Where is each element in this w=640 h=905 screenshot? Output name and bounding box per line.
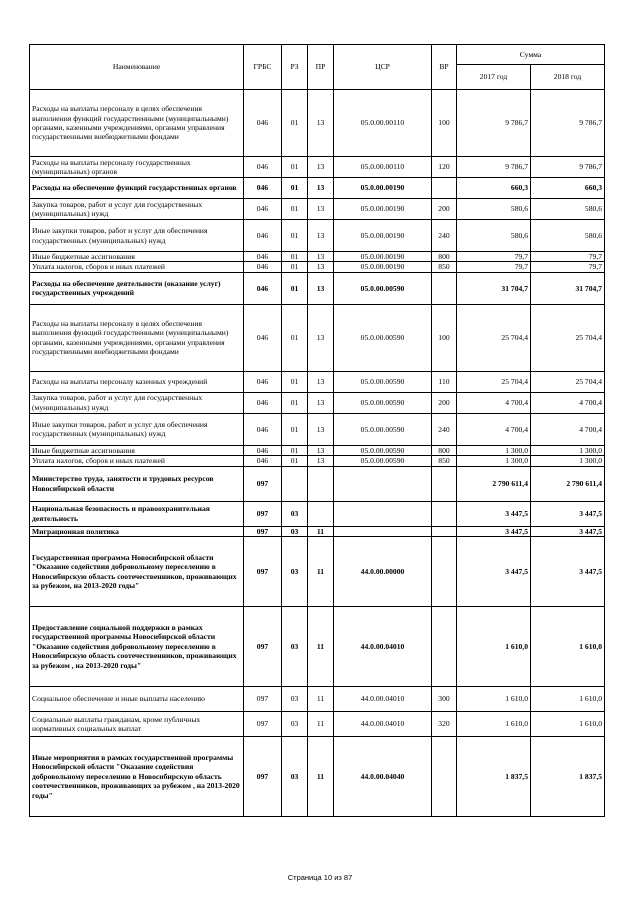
- table-row: [30, 466, 605, 501]
- header-csr: ЦСР: [334, 45, 432, 90]
- cell-2018: 79,7: [531, 252, 605, 262]
- cell-rz: 03: [282, 537, 308, 607]
- cell-grbs: 046: [244, 392, 282, 413]
- cell-pr: [308, 501, 334, 526]
- cell-csr: 05.0.00.00590: [334, 413, 432, 445]
- cell-2018: 1 300,0: [531, 456, 605, 466]
- table-row: [30, 456, 605, 466]
- cell-csr: 05.0.00.00590: [334, 371, 432, 392]
- cell-csr: 44.0.00.04010: [334, 607, 432, 687]
- cell-grbs: 046: [244, 456, 282, 466]
- cell-name: Иные закупки товаров, работ и услуг для обеспечения государственных (муниципальных) нужд: [30, 220, 244, 252]
- header-grbs: ГРБС: [244, 45, 282, 90]
- table-row: [30, 501, 605, 526]
- cell-name: Иные бюджетные ассигнования: [30, 445, 244, 455]
- table-row: [30, 371, 605, 392]
- cell-rz: 01: [282, 252, 308, 262]
- table-row: [30, 607, 605, 687]
- cell-2017: 1 300,0: [457, 456, 531, 466]
- cell-pr: 11: [308, 712, 334, 737]
- cell-rz: 01: [282, 304, 308, 371]
- cell-pr: 13: [308, 371, 334, 392]
- cell-csr: 05.0.00.00190: [334, 262, 432, 272]
- table-row: [30, 252, 605, 262]
- cell-2017: 79,7: [457, 262, 531, 272]
- cell-csr: 05.0.00.00590: [334, 445, 432, 455]
- cell-pr: [308, 466, 334, 501]
- cell-pr: 13: [308, 178, 334, 199]
- header-name: Наименование: [30, 45, 244, 90]
- cell-vr: [432, 607, 457, 687]
- cell-pr: 13: [308, 220, 334, 252]
- cell-name: Расходы на обеспечение функций государственных органов: [30, 178, 244, 199]
- cell-2018: 4 700,4: [531, 392, 605, 413]
- cell-2017: 1 610,0: [457, 687, 531, 712]
- cell-grbs: 097: [244, 466, 282, 501]
- cell-name: Закупка товаров, работ и услуг для государственных (муниципальных) нужд: [30, 199, 244, 220]
- cell-pr: 11: [308, 737, 334, 817]
- cell-rz: 01: [282, 199, 308, 220]
- cell-2017: 9 786,7: [457, 157, 531, 178]
- cell-pr: 11: [308, 537, 334, 607]
- cell-grbs: 046: [244, 262, 282, 272]
- cell-2018: 3 447,5: [531, 501, 605, 526]
- cell-csr: 05.0.00.00590: [334, 456, 432, 466]
- cell-rz: 01: [282, 262, 308, 272]
- cell-grbs: 046: [244, 252, 282, 262]
- cell-rz: 01: [282, 445, 308, 455]
- cell-grbs: 046: [244, 413, 282, 445]
- cell-rz: 01: [282, 157, 308, 178]
- cell-2018: 4 700,4: [531, 413, 605, 445]
- cell-grbs: 097: [244, 537, 282, 607]
- cell-vr: 800: [432, 252, 457, 262]
- cell-pr: 13: [308, 445, 334, 455]
- cell-rz: [282, 466, 308, 501]
- cell-2018: 1 610,0: [531, 712, 605, 737]
- cell-csr: 05.0.00.00590: [334, 304, 432, 371]
- cell-name: Иные мероприятия в рамках государственной программы Новосибирской области "Оказание содействия добровольному переселению в Новосибирскую область соотечественников, проживающих за рубежом , на 2013-2020 годы": [30, 737, 244, 817]
- cell-rz: 01: [282, 220, 308, 252]
- cell-vr: 850: [432, 456, 457, 466]
- table-row: [30, 157, 605, 178]
- cell-pr: 11: [308, 687, 334, 712]
- cell-2017: 3 447,5: [457, 526, 531, 536]
- cell-2017: 1 610,0: [457, 712, 531, 737]
- cell-name: Национальная безопасность и правоохранительная деятельность: [30, 501, 244, 526]
- cell-pr: 13: [308, 90, 334, 157]
- table-row: [30, 737, 605, 817]
- cell-csr: 05.0.00.00590: [334, 392, 432, 413]
- cell-2018: 3 447,5: [531, 537, 605, 607]
- cell-vr: 110: [432, 371, 457, 392]
- cell-2018: 1 610,0: [531, 607, 605, 687]
- cell-2017: 580,6: [457, 199, 531, 220]
- cell-rz: 01: [282, 456, 308, 466]
- cell-2018: 79,7: [531, 262, 605, 272]
- cell-pr: 13: [308, 199, 334, 220]
- cell-2018: 1 610,0: [531, 687, 605, 712]
- cell-vr: [432, 537, 457, 607]
- cell-grbs: 046: [244, 220, 282, 252]
- cell-name: Уплата налогов, сборов и иных платежей: [30, 262, 244, 272]
- cell-name: Иные бюджетные ассигнования: [30, 252, 244, 262]
- table-row: [30, 445, 605, 455]
- cell-2017: 580,6: [457, 220, 531, 252]
- cell-grbs: 046: [244, 304, 282, 371]
- cell-2017: 2 790 611,4: [457, 466, 531, 501]
- cell-name: Расходы на выплаты персоналу казенных учреждений: [30, 371, 244, 392]
- cell-rz: 01: [282, 413, 308, 445]
- cell-2017: 1 300,0: [457, 445, 531, 455]
- cell-csr: [334, 526, 432, 536]
- cell-vr: [432, 526, 457, 536]
- cell-vr: 800: [432, 445, 457, 455]
- cell-2018: 9 786,7: [531, 90, 605, 157]
- table-row: [30, 537, 605, 607]
- cell-grbs: 097: [244, 607, 282, 687]
- cell-2018: 31 704,7: [531, 272, 605, 304]
- cell-name: Предоставление социальной поддержки в рамках государственной программы Новосибирской области "Оказание содействия добровольному переселению в Новосибирскую область соотечественников, проживающих за рубежом , на 2013-2020 годы": [30, 607, 244, 687]
- page-number: Страница 10 из 87: [287, 873, 353, 882]
- table-row: [30, 304, 605, 371]
- cell-grbs: 046: [244, 199, 282, 220]
- cell-rz: 01: [282, 392, 308, 413]
- cell-pr: 13: [308, 413, 334, 445]
- table-row: [30, 262, 605, 272]
- cell-2017: 9 786,7: [457, 90, 531, 157]
- cell-vr: 850: [432, 262, 457, 272]
- cell-2017: 3 447,5: [457, 537, 531, 607]
- cell-grbs: 097: [244, 526, 282, 536]
- cell-vr: 300: [432, 687, 457, 712]
- cell-pr: 13: [308, 262, 334, 272]
- cell-rz: 03: [282, 526, 308, 536]
- table-row: [30, 199, 605, 220]
- cell-2018: 25 704,4: [531, 304, 605, 371]
- cell-vr: 240: [432, 220, 457, 252]
- cell-grbs: 097: [244, 737, 282, 817]
- cell-vr: 120: [432, 157, 457, 178]
- cell-pr: 11: [308, 607, 334, 687]
- cell-vr: 100: [432, 90, 457, 157]
- cell-rz: 01: [282, 178, 308, 199]
- cell-name: Расходы на выплаты персоналу в целях обеспечения выполнения функций государственными (муниципальными) органами, казенными учреждениями, органами управления государственными внебюджетными фондами: [30, 90, 244, 157]
- table-row: [30, 526, 605, 536]
- cell-name: Миграционная политика: [30, 526, 244, 536]
- cell-2017: 31 704,7: [457, 272, 531, 304]
- cell-2017: 79,7: [457, 252, 531, 262]
- cell-rz: 01: [282, 272, 308, 304]
- cell-rz: 01: [282, 371, 308, 392]
- cell-csr: 05.0.00.00590: [334, 272, 432, 304]
- header-vr: ВР: [432, 45, 457, 90]
- cell-2018: 1 300,0: [531, 445, 605, 455]
- cell-vr: [432, 501, 457, 526]
- cell-vr: [432, 737, 457, 817]
- header-sum: Сумма: [457, 45, 605, 65]
- cell-2018: 660,3: [531, 178, 605, 199]
- cell-2018: 580,6: [531, 220, 605, 252]
- cell-pr: 13: [308, 304, 334, 371]
- table-row: [30, 90, 605, 157]
- cell-2017: 25 704,4: [457, 371, 531, 392]
- cell-2018: 25 704,4: [531, 371, 605, 392]
- cell-csr: 05.0.00.00190: [334, 178, 432, 199]
- cell-grbs: 097: [244, 501, 282, 526]
- cell-rz: 01: [282, 90, 308, 157]
- cell-name: Государственная программа Новосибирской области "Оказание содействия добровольному переселению в Новосибирскую область соотечественников, проживающих за рубежом, на 2013-2020 годы": [30, 537, 244, 607]
- cell-2018: 9 786,7: [531, 157, 605, 178]
- budget-table: [29, 44, 605, 817]
- cell-2017: 4 700,4: [457, 392, 531, 413]
- cell-2018: 3 447,5: [531, 526, 605, 536]
- cell-csr: 44.0.00.04010: [334, 687, 432, 712]
- table-row: [30, 272, 605, 304]
- cell-csr: 44.0.00.00000: [334, 537, 432, 607]
- cell-csr: [334, 466, 432, 501]
- cell-rz: 03: [282, 737, 308, 817]
- cell-vr: 240: [432, 413, 457, 445]
- cell-csr: 05.0.00.00190: [334, 199, 432, 220]
- cell-name: Иные закупки товаров, работ и услуг для обеспечения государственных (муниципальных) нужд: [30, 413, 244, 445]
- cell-name: Социальные выплаты гражданам, кроме публичных нормативных социальных выплат: [30, 712, 244, 737]
- cell-grbs: 046: [244, 445, 282, 455]
- cell-2018: 2 790 611,4: [531, 466, 605, 501]
- cell-vr: [432, 272, 457, 304]
- cell-2017: 660,3: [457, 178, 531, 199]
- cell-grbs: 097: [244, 712, 282, 737]
- cell-vr: 100: [432, 304, 457, 371]
- cell-name: Министерство труда, занятости и трудовых ресурсов Новосибирской области: [30, 466, 244, 501]
- cell-grbs: 046: [244, 157, 282, 178]
- cell-csr: 05.0.00.00110: [334, 157, 432, 178]
- table-row: [30, 687, 605, 712]
- cell-csr: 44.0.00.04010: [334, 712, 432, 737]
- cell-pr: 13: [308, 157, 334, 178]
- cell-csr: 44.0.00.04040: [334, 737, 432, 817]
- cell-rz: 03: [282, 607, 308, 687]
- table-row: [30, 413, 605, 445]
- cell-csr: 05.0.00.00190: [334, 220, 432, 252]
- cell-2017: 3 447,5: [457, 501, 531, 526]
- cell-name: Уплата налогов, сборов и иных платежей: [30, 456, 244, 466]
- cell-grbs: 097: [244, 687, 282, 712]
- cell-2017: 4 700,4: [457, 413, 531, 445]
- header-pr: ПР: [308, 45, 334, 90]
- cell-name: Закупка товаров, работ и услуг для государственных (муниципальных) нужд: [30, 392, 244, 413]
- cell-name: Расходы на обеспечение деятельности (оказание услуг) государственных учреждений: [30, 272, 244, 304]
- cell-csr: [334, 501, 432, 526]
- cell-2017: 25 704,4: [457, 304, 531, 371]
- cell-grbs: 046: [244, 90, 282, 157]
- cell-grbs: 046: [244, 178, 282, 199]
- cell-rz: 03: [282, 712, 308, 737]
- cell-name: Социальное обеспечение и иные выплаты населению: [30, 687, 244, 712]
- cell-vr: 200: [432, 392, 457, 413]
- cell-2018: 1 837,5: [531, 737, 605, 817]
- cell-csr: 05.0.00.00190: [334, 252, 432, 262]
- header-rz: РЗ: [282, 45, 308, 90]
- cell-rz: 03: [282, 501, 308, 526]
- cell-2018: 580,6: [531, 199, 605, 220]
- cell-pr: 13: [308, 456, 334, 466]
- cell-2017: 1 837,5: [457, 737, 531, 817]
- table-row: [30, 712, 605, 737]
- table-row: [30, 220, 605, 252]
- cell-vr: [432, 178, 457, 199]
- cell-pr: 13: [308, 272, 334, 304]
- cell-pr: 13: [308, 252, 334, 262]
- cell-rz: 03: [282, 687, 308, 712]
- table-row: [30, 178, 605, 199]
- header-year-2018: 2018 год: [531, 65, 605, 90]
- cell-name: Расходы на выплаты персоналу в целях обеспечения выполнения функций государственными (муниципальными) органами, казенными учреждениями, органами управления государственными внебюджетными фондами: [30, 304, 244, 371]
- cell-pr: 11: [308, 526, 334, 536]
- cell-grbs: 046: [244, 272, 282, 304]
- cell-vr: 320: [432, 712, 457, 737]
- cell-vr: [432, 466, 457, 501]
- cell-vr: 200: [432, 199, 457, 220]
- cell-2017: 1 610,0: [457, 607, 531, 687]
- cell-grbs: 046: [244, 371, 282, 392]
- cell-name: Расходы на выплаты персоналу государственных (муниципальных) органов: [30, 157, 244, 178]
- table-row: [30, 392, 605, 413]
- cell-pr: 13: [308, 392, 334, 413]
- cell-csr: 05.0.00.00110: [334, 90, 432, 157]
- header-year-2017: 2017 год: [457, 65, 531, 90]
